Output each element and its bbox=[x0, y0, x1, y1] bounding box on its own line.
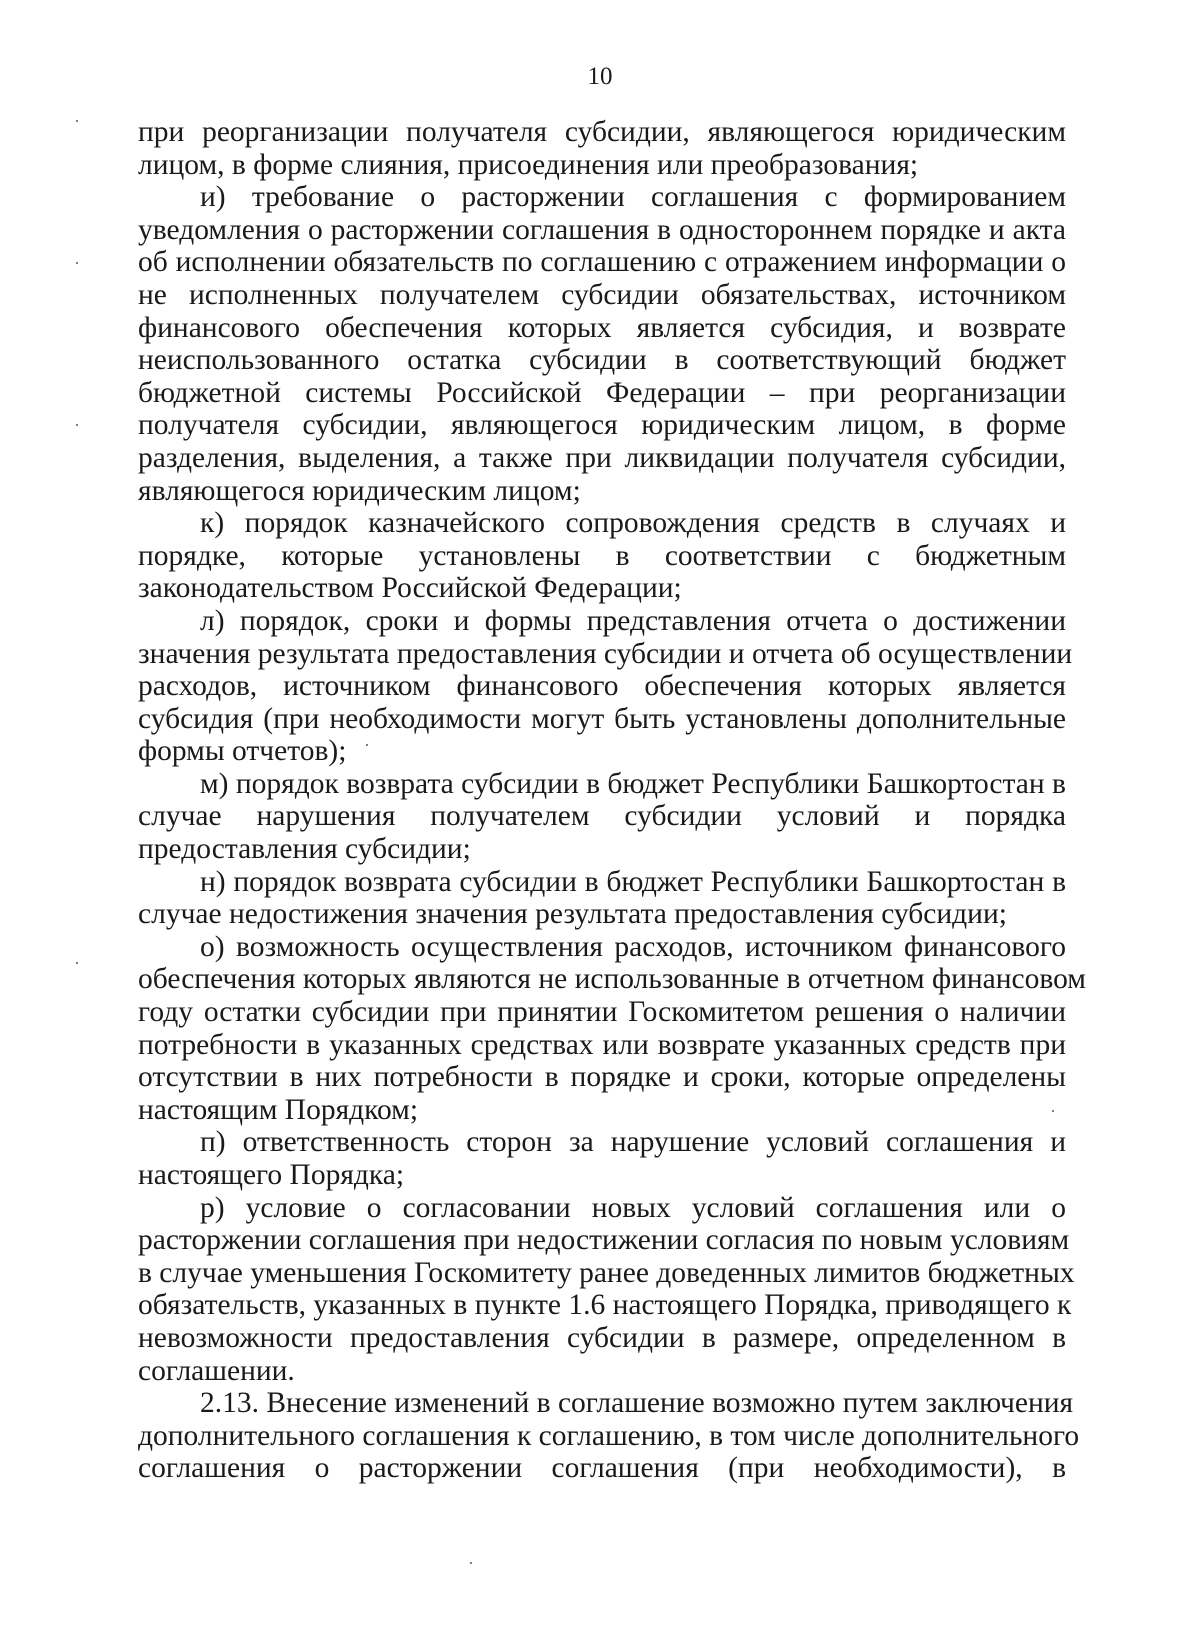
scan-speck bbox=[76, 424, 78, 426]
text-line: порядке, которые установлены в соответствии с бюджетным bbox=[138, 539, 1066, 572]
text-line: отсутствии в них потребности в порядке и сроки, которые определены bbox=[138, 1061, 1066, 1094]
text-line: настоящего Порядка; bbox=[138, 1159, 405, 1191]
document-body bbox=[138, 116, 1086, 1485]
page-number: 10 bbox=[587, 63, 613, 90]
text-line: обязательств, указанных в пункте 1.6 настоящего Порядка, приводящего к bbox=[138, 1289, 1072, 1322]
text-line: предоставления субсидии; bbox=[138, 833, 471, 866]
text-line: году остатки субсидии при принятии Госкомитетом решения о наличии bbox=[138, 996, 1066, 1029]
text-line: дополнительного соглашения к соглашению, в том числе дополнительного bbox=[138, 1419, 1080, 1452]
scan-speck bbox=[470, 1562, 472, 1564]
text-line: финансового обеспечения которых является субсидия, и возврате bbox=[138, 311, 1066, 344]
text-line: в случае уменьшения Госкомитету ранее доведенных лимитов бюджетных bbox=[138, 1256, 1075, 1289]
text-line: л) порядок, сроки и формы представления отчета о достижении bbox=[200, 604, 1066, 637]
text-line: расходов, источником финансового обеспечения которых является bbox=[138, 670, 1066, 703]
text-line: невозможности предоставления субсидии в размере, определенном в bbox=[138, 1321, 1066, 1354]
text-line: расторжении соглашения при недостижении согласия по новым условиям bbox=[138, 1224, 1070, 1257]
text-line: случае нарушения получателем субсидии условий и порядка bbox=[138, 800, 1066, 833]
scan-speck bbox=[76, 120, 78, 122]
text-line: лицом, в форме слияния, присоединения или преобразования; bbox=[138, 148, 919, 181]
text-line: бюджетной системы Российской Федерации – при реорганизации bbox=[138, 376, 1066, 409]
text-line: настоящим Порядком; bbox=[138, 1093, 419, 1126]
text-line: потребности в указанных средствах или возврате указанных средств при bbox=[138, 1028, 1066, 1061]
scan-speck bbox=[76, 962, 78, 964]
text-line: формы отчетов); bbox=[138, 735, 347, 768]
text-line: являющегося юридическим лицом; bbox=[138, 474, 581, 507]
text-line: разделения, выделения, а также при ликвидации получателя субсидии, bbox=[138, 441, 1066, 474]
text-line: не исполненных получателем субсидии обязательствах, источником bbox=[138, 278, 1066, 311]
text-line: обеспечения которых являются не использованные в отчетном финансовом bbox=[138, 963, 1086, 996]
text-line: соглашении. bbox=[138, 1354, 295, 1387]
text-line: законодательством Российской Федерации; bbox=[138, 572, 682, 605]
text-line: и) требование о расторжении соглашения с формированием bbox=[200, 181, 1066, 214]
text-line: значения результата предоставления субсидии и отчета об осуществлении bbox=[138, 637, 1073, 670]
text-line: о) возможность осуществления расходов, источником финансового bbox=[200, 930, 1066, 963]
text-line: об исполнении обязательств по соглашению с отражением информации о bbox=[138, 246, 1066, 279]
text-line: п) ответственность сторон за нарушение условий соглашения и bbox=[200, 1126, 1066, 1159]
text-line: уведомления о расторжении соглашения в одностороннем порядке и акта bbox=[138, 213, 1066, 246]
text-line: неиспользованного остатка субсидии в соответствующий бюджет bbox=[138, 344, 1066, 377]
text-line: р) условие о согласовании новых условий соглашения или о bbox=[200, 1191, 1066, 1224]
text-line: 2.13. Внесение изменений в соглашение возможно путем заключения bbox=[200, 1387, 1074, 1420]
text-line: получателя субсидии, являющегося юридическим лицом, в форме bbox=[138, 409, 1066, 442]
text-line: н) порядок возврата субсидии в бюджет Республики Башкортостан в bbox=[200, 865, 1066, 898]
scan-speck bbox=[76, 262, 78, 264]
scan-speck bbox=[1052, 1110, 1054, 1112]
text-line: субсидия (при необходимости могут быть установлены дополнительные bbox=[138, 702, 1066, 735]
text-line: соглашения о расторжении соглашения (при необходимости), в bbox=[138, 1452, 1066, 1485]
scan-speck bbox=[366, 744, 368, 746]
text-line: случае недостижения значения результата предоставления субсидии; bbox=[138, 898, 1007, 931]
text-line: к) порядок казначейского сопровождения средств в случаях и bbox=[200, 507, 1066, 540]
text-line: м) порядок возврата субсидии в бюджет Республики Башкортостан в bbox=[200, 767, 1066, 800]
text-line: при реорганизации получателя субсидии, являющегося юридическим bbox=[138, 116, 1066, 148]
